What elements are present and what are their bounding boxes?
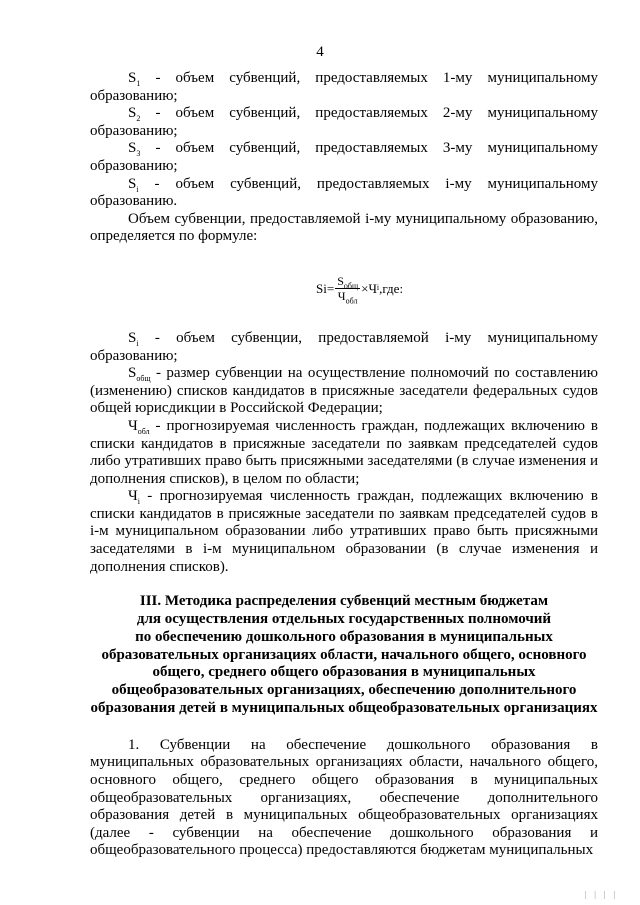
symbol: S	[128, 70, 137, 86]
definition-line	[90, 330, 598, 348]
definition-s3	[90, 140, 598, 175]
formula-lhs: Si=	[316, 280, 335, 296]
definition-text: - объем субвенций, предоставляемых 3-му муниципальному	[140, 140, 598, 157]
definition-line	[90, 70, 598, 88]
symbol-subscript: 3	[136, 149, 141, 159]
denominator-symbol: Ч	[337, 288, 346, 303]
symbol: S	[128, 140, 137, 157]
intro-line: определяется по формуле:	[90, 228, 258, 245]
definition-chi	[90, 488, 598, 576]
definition-text: - объем субвенции, предоставляемой i-му муниципальному	[138, 329, 598, 346]
symbol-subscript: 2	[136, 114, 141, 124]
definition-text: - объем субвенций, предоставляемых 1-му муниципальному	[140, 70, 598, 86]
definition-line: образованию;	[90, 87, 178, 104]
denominator-subscript: обл	[345, 296, 358, 306]
page-number: 4	[316, 44, 324, 60]
formula-denominator	[336, 288, 360, 306]
spacer	[90, 718, 598, 737]
definition-chobl	[90, 418, 598, 488]
formula-tail: ,где:	[379, 280, 404, 296]
symbol-subscript: i	[136, 184, 139, 194]
symbol-subscript: i	[136, 338, 139, 348]
definition-si-plural	[90, 176, 598, 211]
page-content	[90, 70, 598, 860]
formula-block	[90, 246, 598, 330]
definition-si	[90, 330, 598, 365]
formula-times: ×Ч	[361, 280, 377, 296]
formula-numerator	[335, 274, 360, 289]
symbol: S	[128, 329, 137, 346]
definition-text: - объем субвенций, предоставляемых i-му муниципальному	[138, 175, 598, 192]
symbol-subscript: 1	[136, 79, 141, 88]
clause-1: 1. Субвенции на обеспечение дошкольного образования в муниципальных образовательных организациях области, начального общего, основного общего, среднего общего образования в муниципальных общеобразовательных организациях, обеспечение дополнительного образования детей в муниципальных общеобразовательных организациях (далее - субвенции на обеспечение дошкольного образования и общеобразовательного процесса) предоставляются бюджетам муниципальных	[90, 736, 598, 859]
numerator-subscript: общ	[343, 281, 359, 291]
symbol-subscript: обл	[137, 426, 150, 436]
definition-text: - размер субвенции на осуществление полномочий по составлению (изменению) списков кандидатов в присяжные заседатели федеральных судов общей юрисдикции в Российской Федерации;	[90, 365, 598, 417]
definition-line	[90, 176, 598, 194]
definition-text: - прогнозируемая численность граждан, подлежащих включению в списки кандидатов в присяжные заседатели по заявкам председателей судов в i-м муниципальном образовании либо утративших право быть присяжными заседателями в i-м муниципальном образовании (в случае изменения и дополнения списков).	[90, 488, 598, 575]
heading-line: по обеспечению дошкольного образования в муниципальных	[135, 628, 553, 645]
intro-line: Объем субвенции, предоставляемой i-му муниципальному образованию,	[128, 210, 598, 227]
definition-sobsh	[90, 365, 598, 418]
symbol: Ч	[128, 488, 138, 505]
definition-line: образованию;	[90, 157, 178, 174]
numerator-symbol: S	[337, 273, 344, 288]
symbol: S	[128, 175, 137, 192]
scan-mark: | | | |	[584, 890, 618, 899]
definition-text: - прогнозируемая численность граждан, подлежащих включению в списки кандидатов в присяжные заседатели по заявкам председателей судов либо утративших право быть присяжными заседателями (в случае изменения и дополнения списков), в целом по области;	[90, 417, 598, 487]
definition-line: образованию.	[90, 193, 178, 210]
heading-line: для осуществления отдельных государственных полномочий	[136, 611, 552, 628]
spacer	[90, 576, 598, 593]
heading-line: общеобразовательных организациях, обеспечению дополнительного	[111, 682, 577, 699]
formula: Si= $\frac{S_{общ}}{Ч_{обл}}$ ×Ч i ,где:	[316, 273, 404, 306]
heading-line: общего, среднего общего образования в муниципальных	[152, 664, 536, 681]
symbol-subscript: i	[137, 497, 140, 507]
definition-s2	[90, 105, 598, 140]
definition-line: образованию;	[90, 122, 178, 139]
symbol: S	[128, 365, 137, 382]
symbol: S	[128, 105, 137, 122]
heading-line: образования детей в муниципальных общеобразовательных организациях	[90, 700, 598, 717]
formula-intro	[90, 211, 598, 246]
definition-line: образованию;	[90, 347, 178, 364]
definition-text: - объем субвенций, предоставляемых 2-му муниципальному	[140, 105, 598, 122]
definition-line	[90, 105, 598, 123]
formula-fraction	[335, 273, 360, 306]
symbol-subscript: общ	[136, 374, 151, 384]
symbol: Ч	[128, 417, 138, 434]
definition-line	[90, 140, 598, 158]
definition-s1	[90, 70, 598, 105]
heading-line: образовательных организациях области, начального общего, основного	[101, 646, 587, 663]
heading-line: III. Методика распределения субвенций местным бюджетам	[139, 593, 549, 610]
section-heading	[90, 593, 598, 718]
